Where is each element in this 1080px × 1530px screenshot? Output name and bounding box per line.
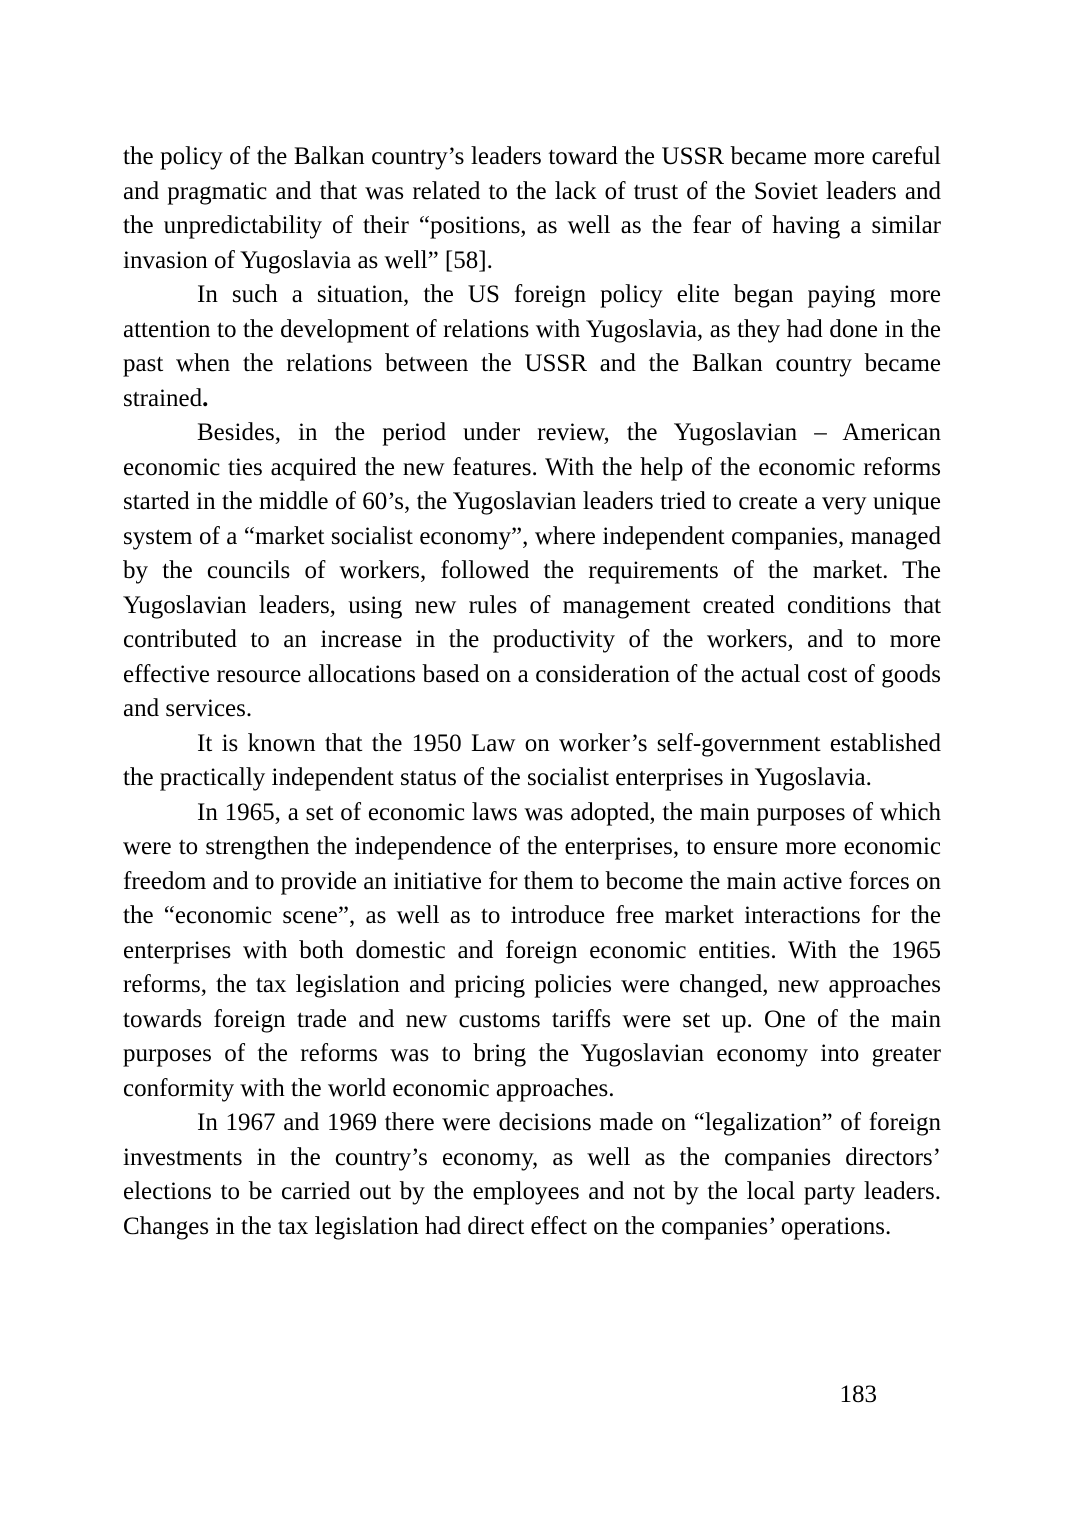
paragraph-economic-ties: Besides, in the period under review, the Yugoslavian – American economic ties acquired the new features. With the help of the economic reforms started in the middle of 60’s, the Yugoslavian leaders tried to create a very unique system of a “market socialist economy”, where independent companies, managed by the councils of workers, followed the requirements of the market. The Yugoslavian leaders, using new rules of management created conditions that contributed to an increase in the productivity of the workers, and to more effective resource allocations based on a consideration of the actual cost of goods and services. xyxy=(123,419,941,722)
paragraph-policy-balkan: the policy of the Balkan country’s leaders toward the USSR became more careful and pragmatic and that was related to the lack of trust of the Soviet leaders and the unpredictability of their “positions, as well as the fear of having a similar invasion of Yugoslavia as well” [58]. xyxy=(123,143,941,274)
page-number: 183 xyxy=(839,1381,877,1408)
paragraph-1950-law: It is known that the 1950 Law on worker’s self-government established the practically independent status of the socialist enterprises in Yugoslavia. xyxy=(123,729,941,791)
page-content xyxy=(123,140,941,1244)
paragraph-1967-1969-decisions: In 1967 and 1969 there were decisions made on “legalization” of foreign investments in the country’s economy, as well as the companies directors’ elections to be carried out by the employees and not by the local party leaders. Changes in the tax legislation had direct effect on the companies’ operations. xyxy=(123,1109,941,1240)
bold-period: . xyxy=(202,384,209,412)
paragraph-us-foreign-policy xyxy=(123,278,941,416)
paragraph-1965-laws: In 1965, a set of economic laws was adopted, the main purposes of which were to strengthen the independence of the enterprises, to ensure more economic freedom and to provide an initiative for them to become the main active forces on the “economic scene”, as well as to introduce free market interactions for the enterprises with both domestic and foreign economic entities. With the 1965 reforms, the tax legislation and pricing policies were changed, new approaches towards foreign trade and new customs tariffs were set up. One of the main purposes of the reforms was to bring the Yugoslavian economy into greater conformity with the world economic approaches. xyxy=(123,798,941,1102)
paragraph-text: In such a situation, the US foreign policy elite began paying more attention to the development of relations with Yugoslavia, as they had done in the past when the relations between the USSR and the Balkan country became strained xyxy=(123,281,941,412)
